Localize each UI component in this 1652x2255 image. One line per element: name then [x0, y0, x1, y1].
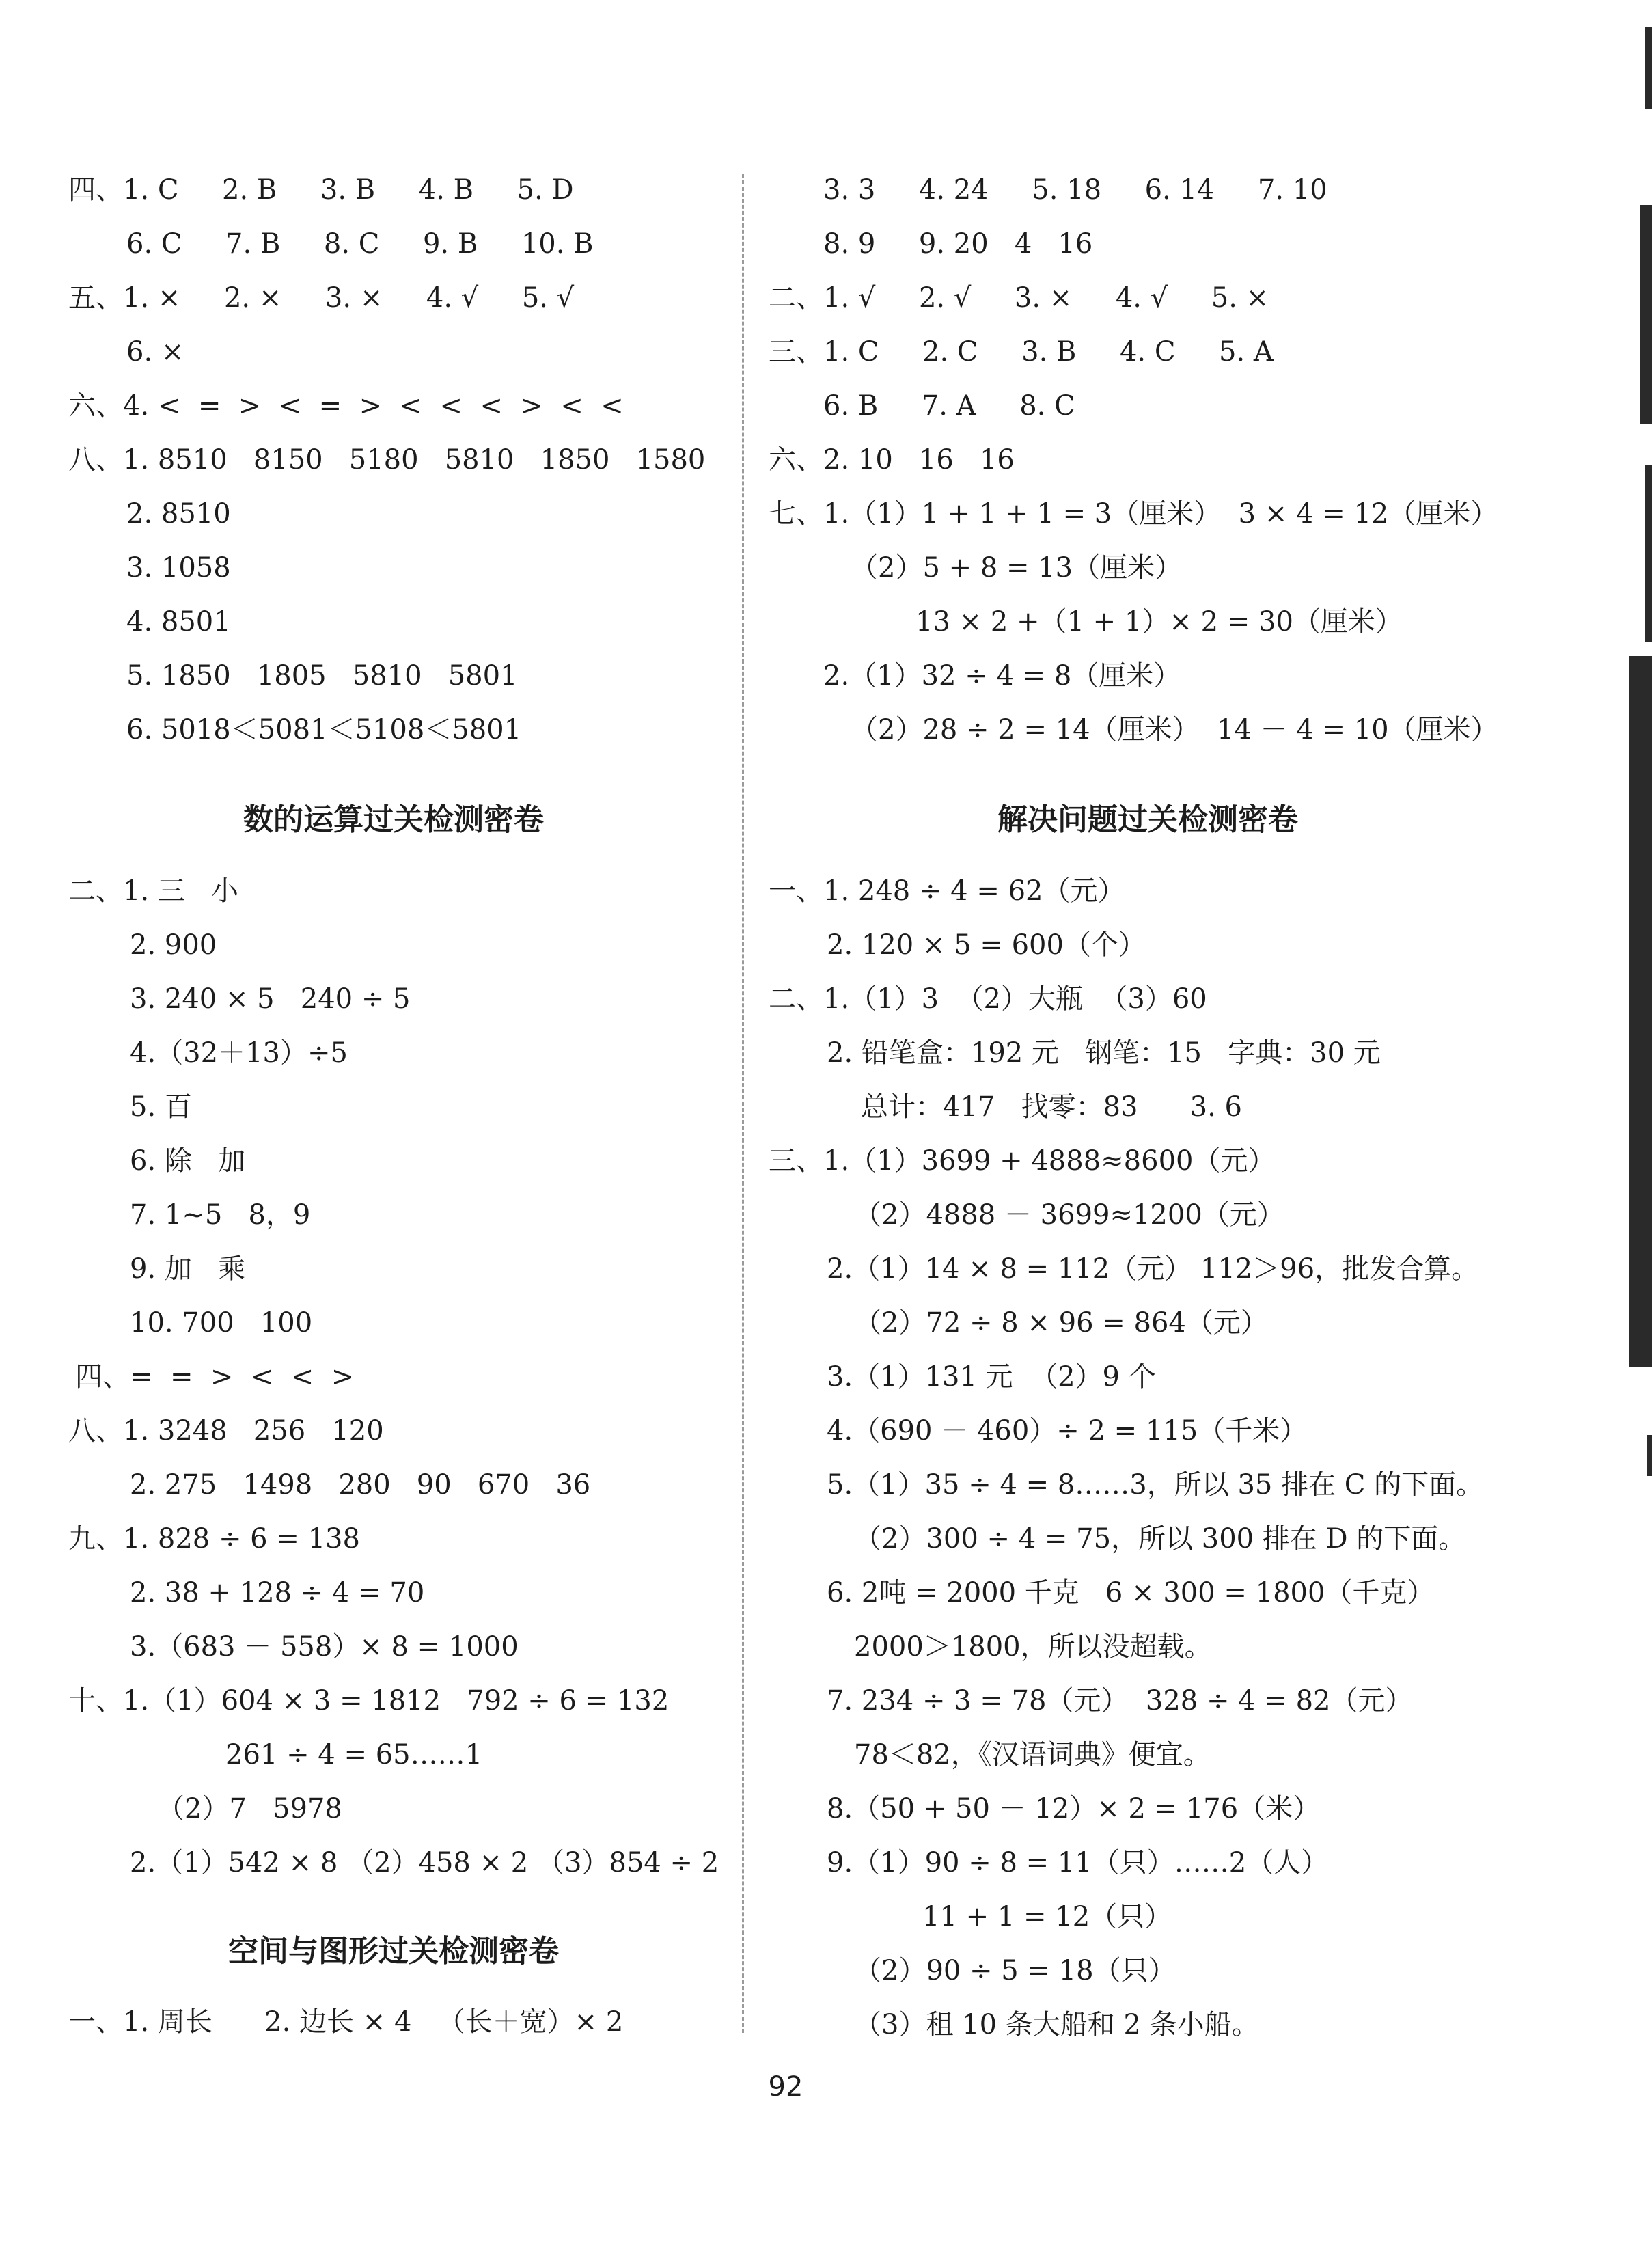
answer-line: （2）4888 － 3699≈1200（元） [854, 1199, 1284, 1231]
answer-line: 3.（1）131 元 （2）9 个 [827, 1361, 1156, 1393]
answer-line: 二、1. √ 2. √ 3. × 4. √ 5. × [769, 282, 1269, 314]
answer-line: 2. 38 + 128 ÷ 4 = 70 [130, 1577, 425, 1609]
answer-line: （2）28 ÷ 2 = 14（厘米） 14 － 4 = 10（厘米） [851, 714, 1498, 746]
answer-line: 4. 8501 [126, 606, 231, 638]
answer-line: 9. 加 乘 [130, 1253, 246, 1285]
answer-line: 二、1. 三 小 [68, 875, 239, 907]
answer-line: 3.（683 － 558）× 8 = 1000 [130, 1631, 519, 1663]
answer-line: 一、1. 248 ÷ 4 = 62（元） [769, 875, 1125, 907]
answer-line: 2. 275 1498 280 90 670 36 [130, 1469, 591, 1501]
section-heading: 数的运算过关检测密卷 [243, 802, 544, 837]
answer-line: 2.（1）32 ÷ 4 = 8（厘米） [823, 660, 1181, 692]
answer-line: 6. C 7. B 8. C 9. B 10. B [126, 228, 594, 260]
section-heading: 空间与图形过关检测密卷 [228, 1934, 559, 1969]
answer-line: 4.（690 － 460）÷ 2 = 115（千米） [827, 1415, 1308, 1447]
answer-line: （2）90 ÷ 5 = 18（只） [854, 1955, 1176, 1986]
answer-line: 四、= = > < < > [75, 1361, 355, 1393]
column-divider [742, 174, 744, 2033]
answer-line: 2.（1）14 × 8 = 112（元） 112＞96，批发合算。 [827, 1253, 1479, 1285]
answer-line: （2）5 + 8 = 13（厘米） [851, 552, 1183, 584]
answer-line: 七、1.（1）1 + 1 + 1 = 3（厘米） 3 × 4 = 12（厘米） [769, 498, 1498, 530]
answer-line: 3. 1058 [126, 552, 231, 584]
answer-line: （2）7 5978 [157, 1793, 342, 1824]
answer-line: 2.（1）542 × 8 （2）458 × 2 （3）854 ÷ 2 [130, 1847, 719, 1878]
answer-line: 六、2. 10 16 16 [769, 444, 1015, 476]
answer-line: 4.（32＋13）÷5 [130, 1037, 348, 1069]
answer-line: 6. B 7. A 8. C [823, 390, 1075, 422]
answer-line: 6. 2吨 = 2000 千克 6 × 300 = 1800（千克） [827, 1577, 1435, 1609]
answer-line: 2000＞1800，所以没超载。 [854, 1631, 1212, 1663]
answer-line: 9.（1）90 ÷ 8 = 11（只）……2（人） [827, 1847, 1329, 1878]
answer-line: 6. 除 加 [130, 1145, 246, 1177]
answer-line: 2. 铅笔盒：192 元 钢笔：15 字典：30 元 [827, 1037, 1381, 1069]
answer-line: 11 + 1 = 12（只） [922, 1901, 1172, 1932]
answer-line: 三、1. C 2. C 3. B 4. C 5. A [769, 336, 1274, 368]
answer-line: 5. 百 [130, 1091, 192, 1123]
answer-line: 九、1. 828 ÷ 6 = 138 [68, 1523, 360, 1555]
answer-line: 10. 700 100 [130, 1307, 313, 1339]
answer-line: 6. × [126, 336, 184, 368]
page-number: 92 [768, 2071, 803, 2103]
answer-line: 3. 3 4. 24 5. 18 6. 14 7. 10 [823, 174, 1327, 206]
answer-line: 261 ÷ 4 = 65……1 [225, 1739, 483, 1771]
answer-line: 八、1. 8510 8150 5180 5810 1850 1580 [68, 444, 706, 476]
answer-line: 13 × 2 +（1 + 1）× 2 = 30（厘米） [916, 606, 1403, 638]
answer-line: 十、1.（1）604 × 3 = 1812 792 ÷ 6 = 132 [68, 1685, 670, 1717]
answer-line: 五、1. × 2. × 3. × 4. √ 5. √ [68, 282, 575, 314]
answer-line: 2. 8510 [126, 498, 231, 530]
answer-line: 2. 900 [130, 929, 217, 961]
answer-line: 5.（1）35 ÷ 4 = 8……3，所以 35 排在 C 的下面。 [827, 1469, 1484, 1501]
answer-line: 三、1.（1）3699 + 4888≈8600（元） [769, 1145, 1276, 1177]
answer-line: （2）72 ÷ 8 × 96 = 864（元） [854, 1307, 1268, 1339]
section-heading: 解决问题过关检测密卷 [997, 802, 1298, 837]
answer-line: 6. 5018＜5081＜5108＜5801 [126, 714, 522, 746]
answer-line: 3. 240 × 5 240 ÷ 5 [130, 983, 411, 1015]
answer-line: 八、1. 3248 256 120 [68, 1415, 384, 1447]
answer-line: 7. 1~5 8，9 [130, 1199, 311, 1231]
answer-line: 总计：417 找零：83 3. 6 [861, 1091, 1243, 1123]
answer-line: 一、1. 周长 2. 边长 × 4 （长＋宽）× 2 [68, 2006, 624, 2038]
answer-line: 8.（50 + 50 － 12）× 2 = 176（米） [827, 1793, 1321, 1824]
answer-line: 四、1. C 2. B 3. B 4. B 5. D [68, 174, 574, 206]
answer-line: 5. 1850 1805 5810 5801 [126, 660, 518, 692]
answer-line: 8. 9 9. 20 4 16 [823, 228, 1093, 260]
answer-line: 2. 120 × 5 = 600（个） [827, 929, 1146, 961]
answer-line: 六、4. < = > < = > < < < > < < [68, 390, 624, 422]
answer-line: （2）300 ÷ 4 = 75，所以 300 排在 D 的下面。 [854, 1523, 1466, 1555]
answer-line: 二、1.（1）3 （2）大瓶 （3）60 [769, 983, 1207, 1015]
answer-line: （3）租 10 条大船和 2 条小船。 [854, 2009, 1259, 2040]
answer-line: 7. 234 ÷ 3 = 78（元） 328 ÷ 4 = 82（元） [827, 1685, 1413, 1717]
answer-line: 78＜82，《汉语词典》便宜。 [854, 1739, 1211, 1771]
